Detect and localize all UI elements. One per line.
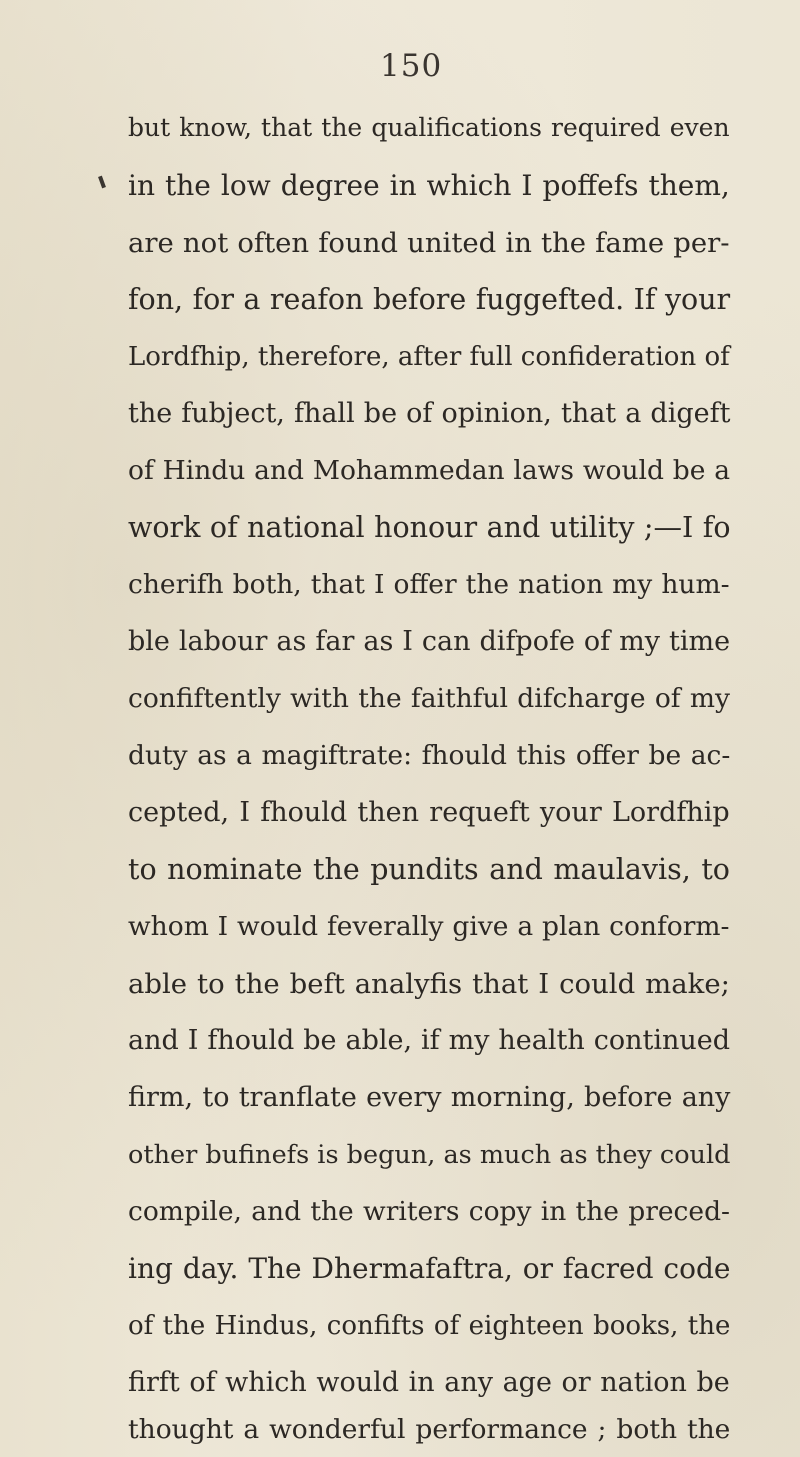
text-line: of Hindu and Mohammedan laws would be a	[128, 455, 731, 486]
text-line: able to the beft analyfis that I could make;	[128, 968, 730, 1000]
text-line: the fubject, fhall be of opinion, that a digeft	[128, 398, 731, 429]
text-line: are not often found united in the fame per-	[128, 227, 730, 259]
margin-mark	[98, 176, 106, 189]
text-line: ing day. The Dhermafaftra, or facred code	[128, 1252, 731, 1285]
text-line: whom I would feverally give a plan conform-	[128, 911, 730, 942]
text-line: cepted, I fhould then requeft your Lordfhip	[128, 797, 730, 828]
text-line: of the Hindus, confifts of eighteen books, the	[128, 1311, 731, 1341]
text-line: and I fhould be able, if my health continued	[128, 1025, 730, 1056]
text-line: Lordfhip, therefore, after full confideration of	[128, 342, 730, 372]
text-line: but know, that the qualifications required even	[128, 113, 730, 142]
text-line: firft of which would in any age or nation be	[128, 1367, 730, 1398]
text-line: cherifh both, that I offer the nation my hum-	[128, 569, 730, 600]
text-line: to nominate the pundits and maulavis, to	[128, 853, 730, 886]
text-line: compile, and the writers copy in the preced-	[128, 1196, 730, 1227]
text-line: in the low degree in which I poffefs them,	[128, 169, 730, 202]
text-line: ble labour as far as I can difpofe of my time	[128, 626, 731, 657]
text-line: other bufinefs is begun, as much as they could	[128, 1140, 731, 1170]
text-line: fon, for a reafon before fuggefted. If your	[128, 283, 731, 316]
text-line: work of national honour and utility ;—I fo	[128, 511, 731, 544]
text-line: duty as a magiftrate: fhould this offer be ac-	[128, 740, 731, 771]
text-line: firm, to tranflate every morning, before any	[128, 1082, 731, 1113]
text-line: confiftently with the faithful difcharge of my	[128, 683, 730, 714]
page-number: 150	[380, 48, 443, 84]
text-line: thought a wonderful performance ; both the	[128, 1414, 731, 1445]
